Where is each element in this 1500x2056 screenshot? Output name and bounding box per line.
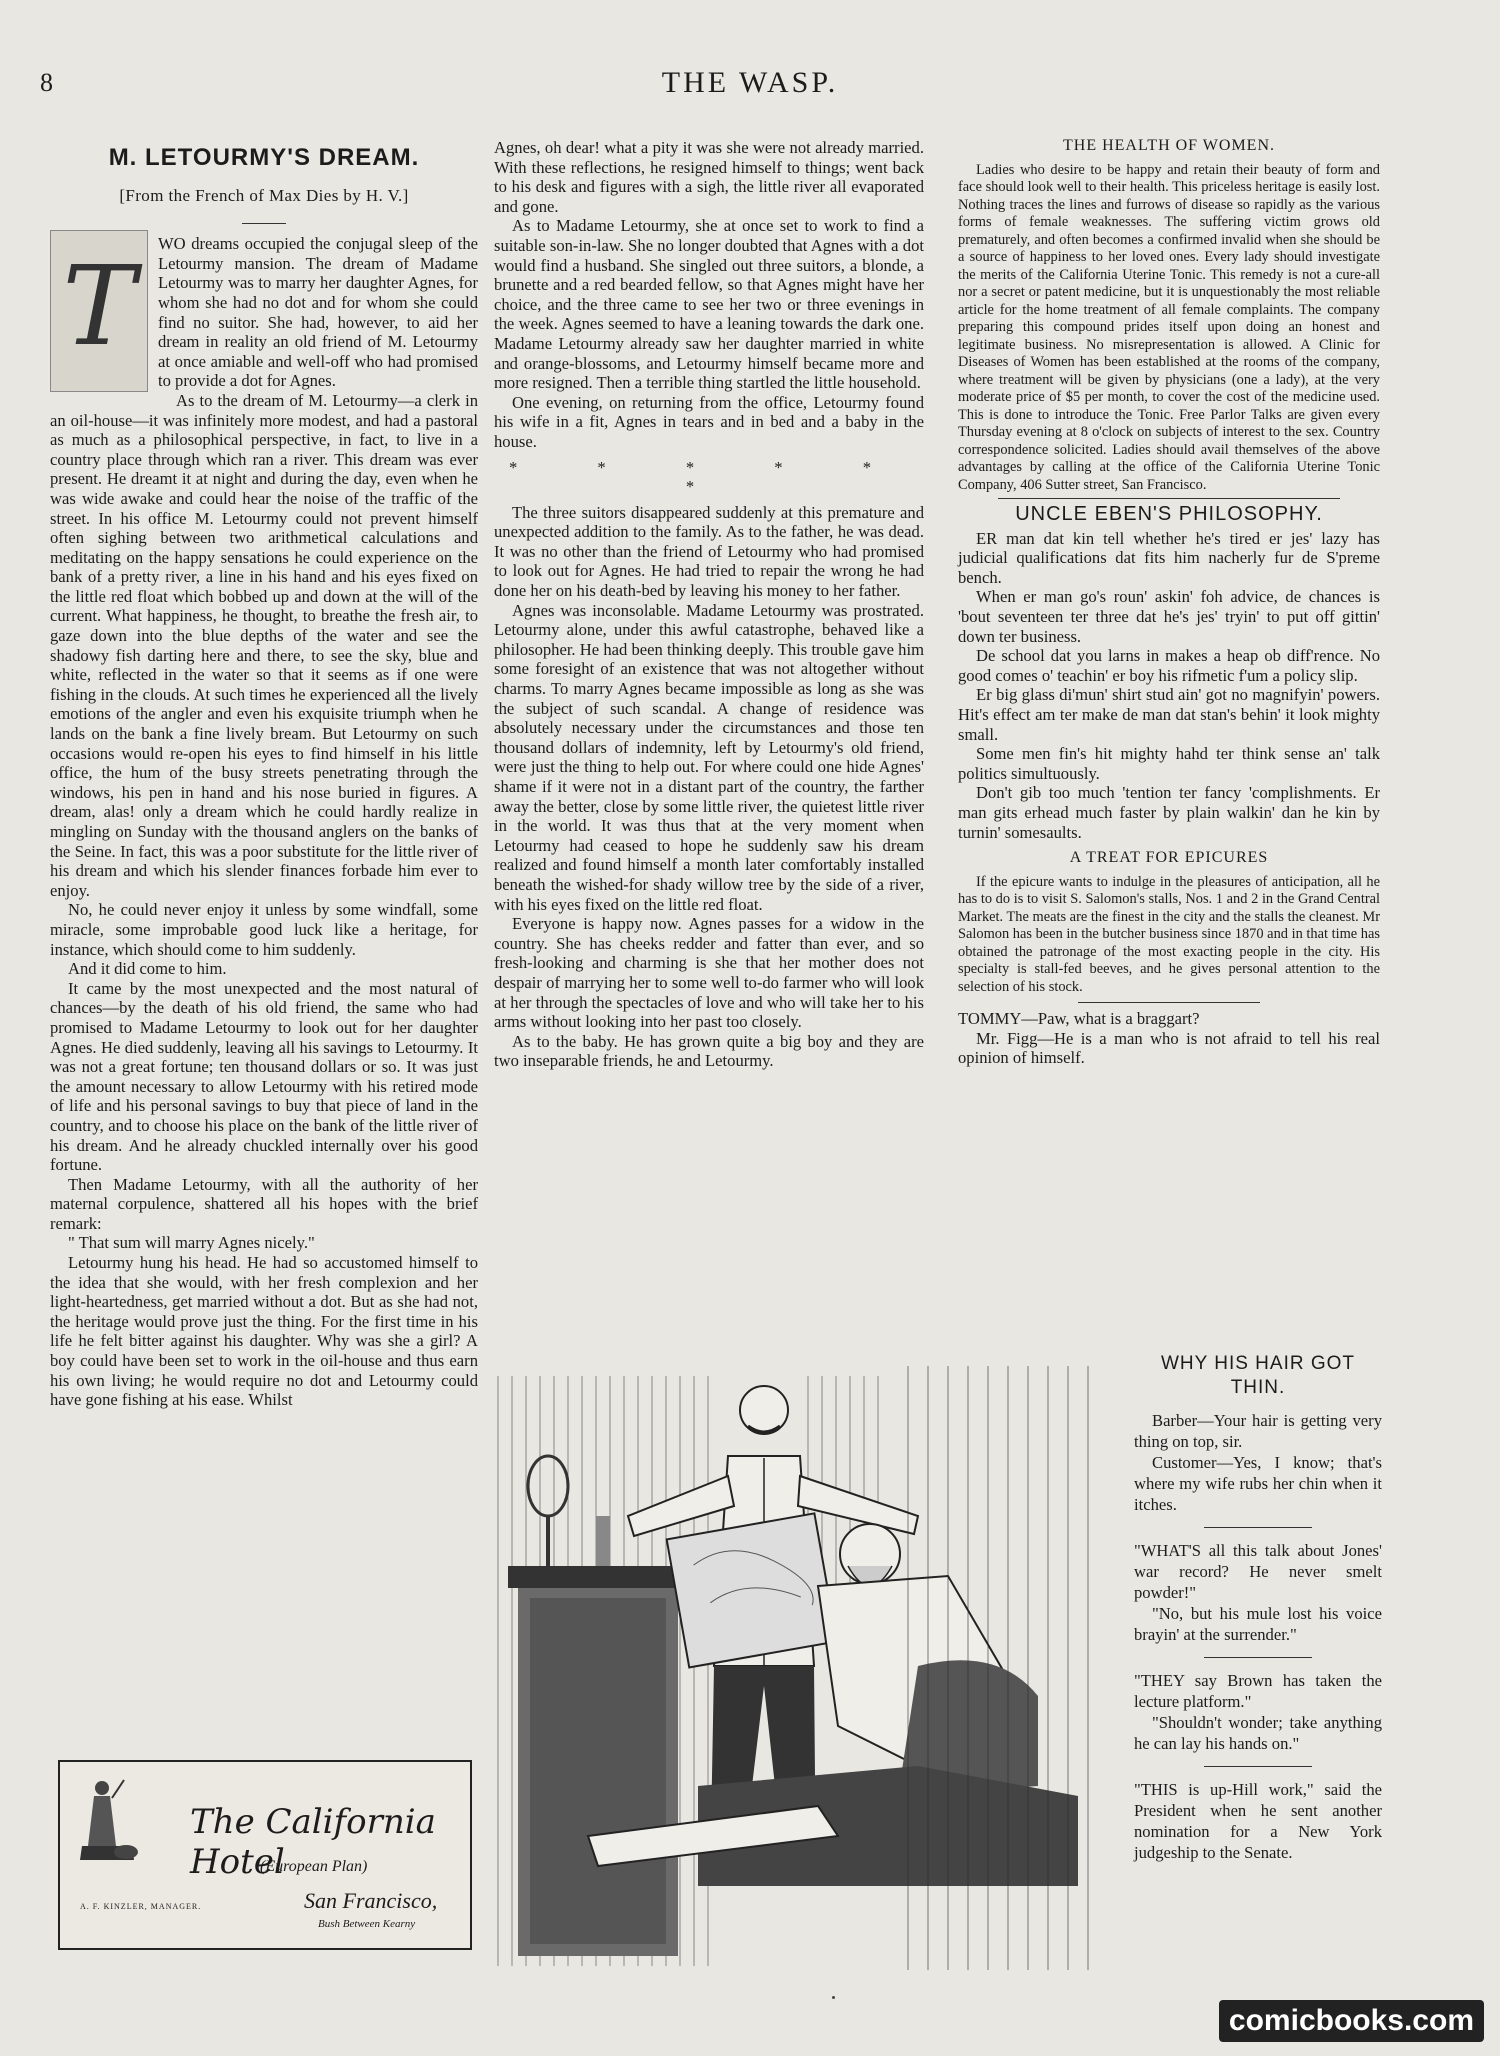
story-paragraph: Then Madame Letourmy, with all the authority of her maternal corpulence, shattered all his hopes with the brief remark: <box>50 1174 478 1233</box>
watermark-logo: comicbooks.com <box>1219 2000 1484 2042</box>
story-paragraph: It came by the most unexpected and the most natural of chances—by the death of his old friend, the same who had promised to Madame Letourmy to look out for her daughter Agnes. He died suddenly, leaving all his savings to Letourmy. It was not a great fortune; ten thousand dollars or so. It was just the amount necessary to allow Letourmy with his retired mode of life and his personal savings to buy that piece of land in the country, and to choose his place on the bank of the little river of his dream. And he already chuckled internally over his good fortune. <box>50 978 478 1175</box>
divider <box>1204 1766 1312 1767</box>
story-title: M. LETOURMY'S DREAM. <box>108 144 420 171</box>
barber-line: Barber—Your hair is getting very thing on top, sir. <box>1134 1411 1382 1451</box>
section-stars: * * * * * * <box>508 457 910 497</box>
customer-line: Customer—Yes, I know; that's where my wife rubs her chin when it itches. <box>1134 1453 1382 1514</box>
jones-answer: "No, but his mule lost his voice brayin' at the surrender." <box>1134 1604 1382 1644</box>
story-paragraph: And it did come to him. <box>68 959 227 979</box>
right-column <box>958 136 1380 1068</box>
story-paragraph: No, he could never enjoy it unless by some windfall, some miracle, some improbable good luck like a heritage, for instance, which should come to him suddenly. <box>50 900 478 959</box>
uncle-eben-title: UNCLE EBEN'S PHILOSOPHY. <box>1015 503 1323 526</box>
story-paragraph: As to Madame Letourmy, she at once set to work to find a suitable son-in-law. She no longer doubted that Agnes with a dot would find a husband. She singled out three suitors, a blonde, a brunette and a red bearded fellow, so that Agnes might have her choice, and the three came to see her two or three evenings in the week. Agnes seemed to have a leaning towards the dark one. Madame Letourmy already saw her daughter married in white and orange-blossoms, and Letourmy himself became more and more resigned. Then a terrible thing startled the little household. <box>494 216 924 393</box>
story-paragraph: Agnes, oh dear! what a pity it was she were not already married. With these reflections, he resigned himself to things; went back to his desk and figures with a sigh, the little river all evaporated and gone. <box>494 138 924 216</box>
story-paragraph: Agnes was inconsolable. Madame Letourmy was prostrated. Letourmy alone, under this awful catastrophe, behaved like a philosopher. He had been thinking deeply. This trouble gave him some foresight of an existence that was not altogether without charms. To marry Agnes became impossible as long as she was the subject of such scandal. A change of residence was absolutely necessary under the circumstances and those ten thousand dollars of indemnity, left by Letourmy's old friend, were just the thing to help out. For where could one hide Agnes' shame if it were not in a distant part of the country, the farther away the better, close by some little river, the quietest little river in the world. It was thus that at the very moment when Letourmy had ceased to hope he suddenly saw his dream realized and found himself a month later comfortably installed beneath the wished-for shady willow tree by the side of a river, with his eyes fixed on the little red float. <box>494 600 924 914</box>
ornamental-dropcap: T <box>50 230 148 392</box>
story-paragraph: Everyone is happy now. Agnes passes for a widow in the country. She has cheeks redder and fatter than ever, and so fresh-looking and charming is she that her mother does not despair of marrying her to some well to-do farmer who will look at her through the spectacles of love and who will take her to his arms without looking into her past too closely. <box>494 914 924 1032</box>
uncle-eben-paragraph: Er big glass di'mun' shirt stud ain' got no magnifyin' powers. Hit's effect am ter make de man dat stan's behin' it look mighty small. <box>958 685 1380 744</box>
divider <box>1204 1657 1312 1658</box>
story-column-2 <box>494 138 924 1071</box>
allegorical-figure-icon <box>72 1776 142 1866</box>
health-body: Ladies who desire to be happy and retain their beauty of form and face should look well to their health. This priceless heritage is easily lost. Nothing traces the lines and furrows of disease so rapidly as the various forms of female weaknesses. The suffering victim grows old prematurely, and often becomes a confirmed invalid when she should be a source of happiness to her loved ones. Every lady should investigate the merits of the California Uterine Tonic. This remedy is not a cure-all nor a secret or patent medicine, but it is unquestionably the most reliable article for the home treatment of all female complaints. The company preparing this compound prides itself upon doing an honest and legitimate business. No misrepresentation is allowed. A Clinic for Diseases of Women has been established at the rooms of the company, where treatment will be given by physicians (one a lady), at the very moderate price of $5 per month, to cover the cost of the medicine used. This is done to introduce the Tonic. Free Parlor Talks are given every Thursday evening at 8 o'clock on subjects of interest to the sex. Country correspondence solicited. Ladies should avail themselves of the above advantages by calling at the office of the California Uterine Tonic Company, 406 Sutter street, San Francisco. <box>958 161 1380 493</box>
hotel-city: San Francisco, <box>304 1888 438 1913</box>
print-speck <box>832 1996 835 1999</box>
tommy-question: TOMMY—Paw, what is a braggart? <box>958 1009 1200 1029</box>
divider <box>1204 1527 1312 1528</box>
story-column-1 <box>50 138 478 1410</box>
hotel-plan: (European Plan) <box>260 1858 368 1875</box>
hair-title: WHY HIS HAIR GOT THIN. <box>1160 1353 1356 1398</box>
tommy-reply: Mr. Figg—He is a man who is not afraid to tell his real opinion of himself. <box>958 1028 1380 1068</box>
divider <box>998 498 1340 499</box>
jones-question: "WHAT'S all this talk about Jones' war record? He never smelt powder!" <box>1134 1541 1382 1602</box>
hotel-address: Bush Between Kearny <box>318 1918 416 1930</box>
divider <box>242 223 286 224</box>
uncle-eben-paragraph: Some men fin's hit mighty hahd ter think sense an' talk politics simultuously. <box>958 744 1380 783</box>
hotel-manager: A. F. KINZLER, MANAGER. <box>80 1902 202 1911</box>
hair-column <box>1134 1352 1382 1863</box>
uncle-eben-paragraph: Don't gib too much 'tention ter fancy 'complishments. Er man gits erhead much faster by plain walkin' dan he kin by turnin' somesaults. <box>958 783 1380 842</box>
uncle-eben-paragraph: When er man go's roun' askin' foh advice, de chances is 'bout seventeen ter three dat he's jes' tryin' to put off gittin' down ter business. <box>958 587 1380 646</box>
barber-illustration <box>478 1366 1120 1970</box>
hill-joke: "THIS is up-Hill work," said the President when he sent another nomination for a New York judgeship to the Senate. <box>1134 1780 1382 1862</box>
story-paragraph-text: WO dreams occupied the conjugal sleep of the Letourmy mansion. The dream of Madame Letourmy was to marry her daughter Agnes, for whom she had no dot and for whom she could find no suitor. She had, however, to aid her dream in reality an old friend of M. Letourmy at once amiable and well-off who had promised to provide a dot for Agnes. <box>158 234 478 391</box>
hotel-name: The California Hotel <box>190 1802 436 1882</box>
story-paragraph: As to the dream of M. Letourmy—a clerk in an oil-house—it was infinitely more modest, and had a pastoral as much as a philosophical perspective, in fact, to live in a country place through which ran a river. This dream was ever present. He dreamt it at night and during the day, even when he was wide awake and could hear the noise of the traffic of the street. In his office M. Letourmy could not prevent himself often sighing between two arithmetical calculations and meditating on the happy sensations he could experience on the bank of a pretty river, a line in his hand and his eyes fixed on the little red float which bobbed up and down at the will of the current. What happiness, he thought, to breathe the fresh air, to gaze down into the blue depths of the water and see the shadowy fish darting here and there, to see the sky, blue and white, reflected in the water so that it seems as if one were fishing in the clouds. At such times he experienced all the lively emotions of the angler and even his exquisite triumph when he lands on the bank a fine lively bream. But Letourmy on such occasions would re-open his eyes to find himself in his little office, the hum of the busy streets penetrating through the windows, his pen in hand and his nose buried in figures. A dream, alas! only a dream which he could hardly realize in mingling on Sunday with the thousand anglers on the banks of the Seine. In fact, this was a poor substitute for the little river of his dream and which his slender finances forbade him ever to enjoy. <box>50 390 478 900</box>
page-number: 8 <box>40 68 53 97</box>
brown-question: "THEY say Brown has taken the lecture platform." <box>1134 1671 1382 1711</box>
brown-answer: "Shouldn't wonder; take anything he can lay his hands on." <box>1134 1713 1382 1753</box>
masthead: THE WASP. <box>661 66 839 99</box>
story-paragraph: One evening, on returning from the office, Letourmy found his wife in a fit, Agnes in tears and in bed and a baby in the house. <box>494 392 924 451</box>
story-paragraph: The three suitors disappeared suddenly at this premature and unexpected addition to the family. As to the father, he was dead. It was no other than the friend of Letourmy who had promised to look out for Agnes. He had tried to repair the wrong he had done her on his death-bed by leaving his money to her father. <box>494 502 924 601</box>
divider <box>1078 1002 1260 1003</box>
uncle-eben-paragraph: ER man dat kin tell whether he's tired er jes' lazy has judicial qualifications dat fits him nacherly fur de S'preme bench. <box>958 528 1380 587</box>
story-paragraph <box>50 234 478 391</box>
health-title: THE HEALTH OF WOMEN. <box>1063 137 1275 154</box>
story-paragraph: " That sum will marry Agnes nicely." <box>68 1233 315 1253</box>
story-byline: [From the French of Max Dies by H. V.] <box>119 185 409 205</box>
uncle-eben-paragraph: De school dat you larns in makes a heap ob diff'rence. No good comes o' teachin' er boy his rifmetic f'um a policy slip. <box>958 646 1380 685</box>
epicures-title: A TREAT FOR EPICURES <box>1069 849 1269 867</box>
epicures-body: If the epicure wants to indulge in the pleasures of anticipation, all he has to do is to visit S. Salomon's stalls, Nos. 1 and 2 in the Grand Central Market. The meats are the finest in the city and the stalls the cleanest. Mr Salomon has been in the butcher business since 1870 and in that time has obtained the patronage of the most exacting people in the city. His specialty is stall-fed beeves, and he gives personal attention to the selection of his stock. <box>958 873 1380 995</box>
story-paragraph: Letourmy hung his head. He had so accustomed himself to the idea that she would, with her fresh complexion and her light-heartedness, get married without a dot. But as she had not, the heritage would prove just the thing. For the first time in his life he felt bitter against his daughter. Why was she a girl? A boy could have been set to work in the oil-house and thus earn his own living; he would require no dot and Letourmy could have gone fishing at his ease. Whilst <box>50 1253 478 1410</box>
hotel-advertisement <box>58 1760 472 1950</box>
story-paragraph: As to the baby. He has grown quite a big boy and they are two inseparable friends, he and Letourmy. <box>494 1031 924 1071</box>
